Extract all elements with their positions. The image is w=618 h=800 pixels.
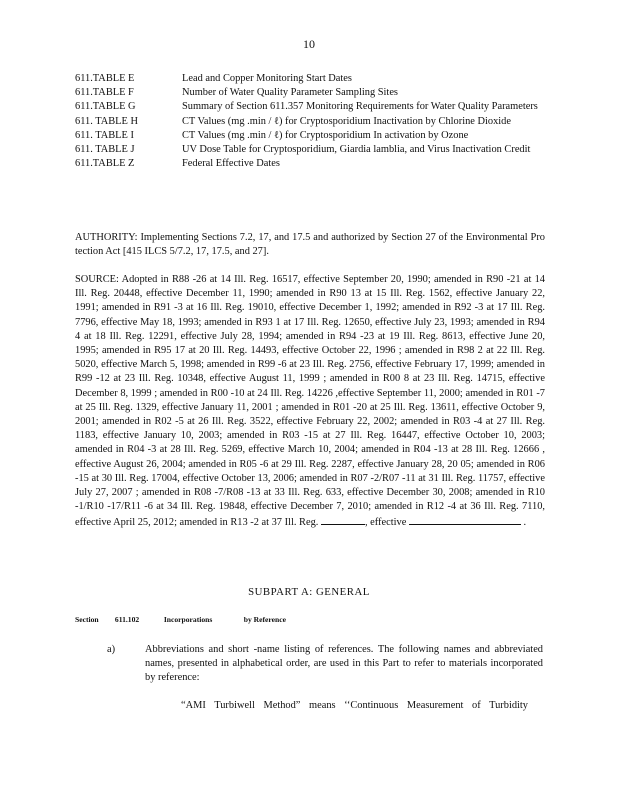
table-description: Number of Water Quality Parameter Sampling Sites	[182, 87, 398, 99]
table-description: CT Values (mg .min / ℓ) for Cryptosporidium Inactivation by Chlorine Dioxide	[182, 115, 511, 127]
table-list-item	[75, 115, 545, 129]
table-list-item	[75, 157, 545, 171]
table-id: 611. TABLE J	[75, 144, 135, 156]
table-description: CT Values (mg .min / ℓ) for Cryptosporidium In activation by Ozone	[182, 129, 469, 141]
effective-date-blank	[409, 514, 521, 525]
table-list-item	[75, 86, 545, 100]
table-id: 611.TABLE E	[75, 73, 135, 84]
definition-line: “AMI Turbiwell Method” means ‘‘Continuous Measurement of Turbidity	[181, 700, 528, 711]
table-id: 611.TABLE Z	[75, 158, 135, 170]
table-id: 611. TABLE H	[75, 115, 138, 127]
section-title-part2: by Reference	[243, 615, 286, 624]
table-description: Lead and Copper Monitoring Start Dates	[182, 73, 352, 84]
authority-paragraph: AUTHORITY: Implementing Sections 7.2, 17, and 17.5 and authorized by Section 27 of the Environmental Pro tection Act [415 ILCS 5/7.2, 17, 17.5, and 27].	[75, 232, 545, 258]
section-number: 611.102	[114, 615, 140, 624]
source-effective-word: effective	[370, 517, 407, 529]
section-heading	[75, 615, 545, 624]
subsection-label: a)	[107, 644, 116, 655]
table-list-item	[75, 100, 545, 114]
table-list-item	[75, 143, 545, 157]
table-id: 611. TABLE I	[75, 129, 134, 141]
table-list	[75, 72, 545, 171]
subsection-a	[107, 643, 543, 686]
subsection-text: Abbreviations and short -name listing of references. The following names and abbreviated names, presented in alphabetical order, are used in this Part to refer to materials incorporated by reference:	[145, 644, 543, 684]
section-label: Section	[75, 615, 99, 624]
table-description: Summary of Section 611.357 Monitoring Requirements for Water Quality Parameters	[182, 101, 538, 113]
table-description: UV Dose Table for Cryptosporidium, Giardia lamblia, and Virus Inactivation Credit	[182, 144, 531, 156]
source-end: .	[523, 517, 527, 529]
page-number: 10	[303, 37, 315, 51]
table-list-item	[75, 129, 545, 143]
table-description: Federal Effective Dates	[182, 158, 280, 170]
table-list-item	[75, 72, 545, 86]
source-paragraph: SOURCE: Adopted in R88 -26 at 14 Ill. Reg. 16517, effective September 20, 1990; amended in R90 -21 at 14 Ill. Reg. 20448, effective December 11, 1990; amended in R90 13 at 15 Ill. Reg. 1562, effective January 22, 1991; amended in R91 -3 at 16 Ill. Reg. 19010, effective December 1, 1992; amended in R92 -3 at 17 Ill. Reg. 7796, effective May 18, 1993; amended in R93 1 at 17 Ill. Reg. 12650, effective July 23, 1993; amended in R94 4 at 18 Ill. Reg. 12291, effective July 28, 1994; amended in R94 -23 at 19 Ill. Reg. 8613, effective June 20, 1995; amended in R95 17 at 20 Ill. Reg. 14493, effective October 22, 1996 ; amended in R98 2 at 22 Ill. Reg. 5020, effective March 5, 1998; amended in R99 -6 at 23 Ill. Reg. 2756, effective February 17, 1999; amended in R99 -12 at 23 Ill. Reg. 10348, effective August 11, 1999 ; amended in R00 8 at 23 Ill. Reg. 14715, effective December 8, 1999 ; amended in R00 -10 at 24 Ill. Reg. 14226 ,effective September 11, 2000; amended in R01 -7 at 25 Ill. Reg. 1329, effective January 11, 2001 ; amended in R01 -20 at 25 Ill. Reg. 13611, effective October 9, 2001; amended in R02 -5 at 26 Ill. Reg. 3522, effective February 22, 2002; amended in R03 -4 at 27 Ill. Reg. 1183, effective January 10, 2003; amended in R03 -15 at 27 Ill. Reg. 16447, effective October 10, 2003; amended in R04 -3 at 28 Ill. Reg. 5269, effective March 10, 2004; amended in R04 -13 at 28 Ill. Reg. 12666 , effective August 26, 2004; amended in R05 -6 at 29 Ill. Reg. 2287, effective January 28, 20 05; amended in R06 -15 at 30 Ill. Reg. 17004, effective October 13, 2006; amended in R07 -2/R07 -11 at 31 Ill. Reg. 11757, effective July 27, 2007 ; amended in R08 -7/R08 -13 at 33 Ill. Reg. 633, effective December 30, 2008; amended in R10 -1/R10 -17/R11 -6 at 34 Ill. Reg. 19848, effective December 7, 2010; amended in R12 -4 at 36 Ill. Reg. 7110, effective April 25, 2012; amended in R13 -2 at 37 Ill. Reg. , effective .	[75, 274, 545, 529]
table-id: 611.TABLE G	[75, 101, 136, 113]
source-text: SOURCE: Adopted in R88 -26 at 14 Ill. Reg. 16517, effective September 20, 1990; amended in R90 -21 at 14 Ill. Reg. 20448, effective December 11, 1990; amended in R90 13 at 15 Ill. Reg. 1562, effective January 22, 1991; amended in R91 -3 at 16 Ill. Reg. 19010, effective December 1, 1992; amended in R92 -3 at 17 Ill. Reg. 7796, effective May 18, 1993; amended in R93 1 at 17 Ill. Reg. 12650, effective July 23, 1993; amended in R94 4 at 18 Ill. Reg. 12291, effective July 28, 1994; amended in R94 -23 at 19 Ill. Reg. 8613, effective June 20, 1995; amended in R95 17 at 20 Ill. Reg. 14493, effective October 22, 1996 ; amended in R98 2 at 22 Ill. Reg. 5020, effective March 5, 1998; amended in R99 -6 at 23 Ill. Reg. 2756, effective February 17, 1999; amended in R99 -12 at 23 Ill. Reg. 10348, effective August 11, 1999 ; amended in R00 8 at 23 Ill. Reg. 14715, effective December 8, 1999 ; amended in R00 -10 at 24 Ill. Reg. 14226 ,effective September 11, 2000; amended in R01 -7 at 25 Ill. Reg. 1329, effective January 11, 2001 ; amended in R01 -20 at 25 Ill. Reg. 13611, effective October 9, 2001; amended in R02 -5 at 26 Ill. Reg. 3522, effective February 22, 2002; amended in R03 -4 at 27 Ill. Reg. 1183, effective January 10, 2003; amended in R03 -15 at 27 Ill. Reg. 16447, effective October 10, 2003; amended in R04 -3 at 28 Ill. Reg. 5269, effective March 10, 2004; amended in R04 -13 at 28 Ill. Reg. 12666 , effective August 26, 2004; amended in R05 -6 at 29 Ill. Reg. 2287, effective January 28, 20 05; amended in R06 -15 at 30 Ill. Reg. 17004, effective October 13, 2006; amended in R07 -2/R07 -11 at 31 Ill. Reg. 11757, effective July 27, 2007 ; amended in R08 -7/R08 -13 at 33 Ill. Reg. 633, effective December 30, 2008; amended in R10 -1/R10 -17/R11 -6 at 34 Ill. Reg. 19848, effective December 7, 2010; amended in R12 -4 at 36 Ill. Reg. 7110, effective April 25, 2012; amended in R13 -2 at 37 Ill. Reg.	[75, 274, 545, 529]
section-title-part1: Incorporations	[163, 615, 213, 624]
register-blank	[321, 514, 365, 525]
table-id: 611.TABLE F	[75, 87, 134, 99]
subpart-heading: SUBPART A: GENERAL	[248, 586, 370, 598]
